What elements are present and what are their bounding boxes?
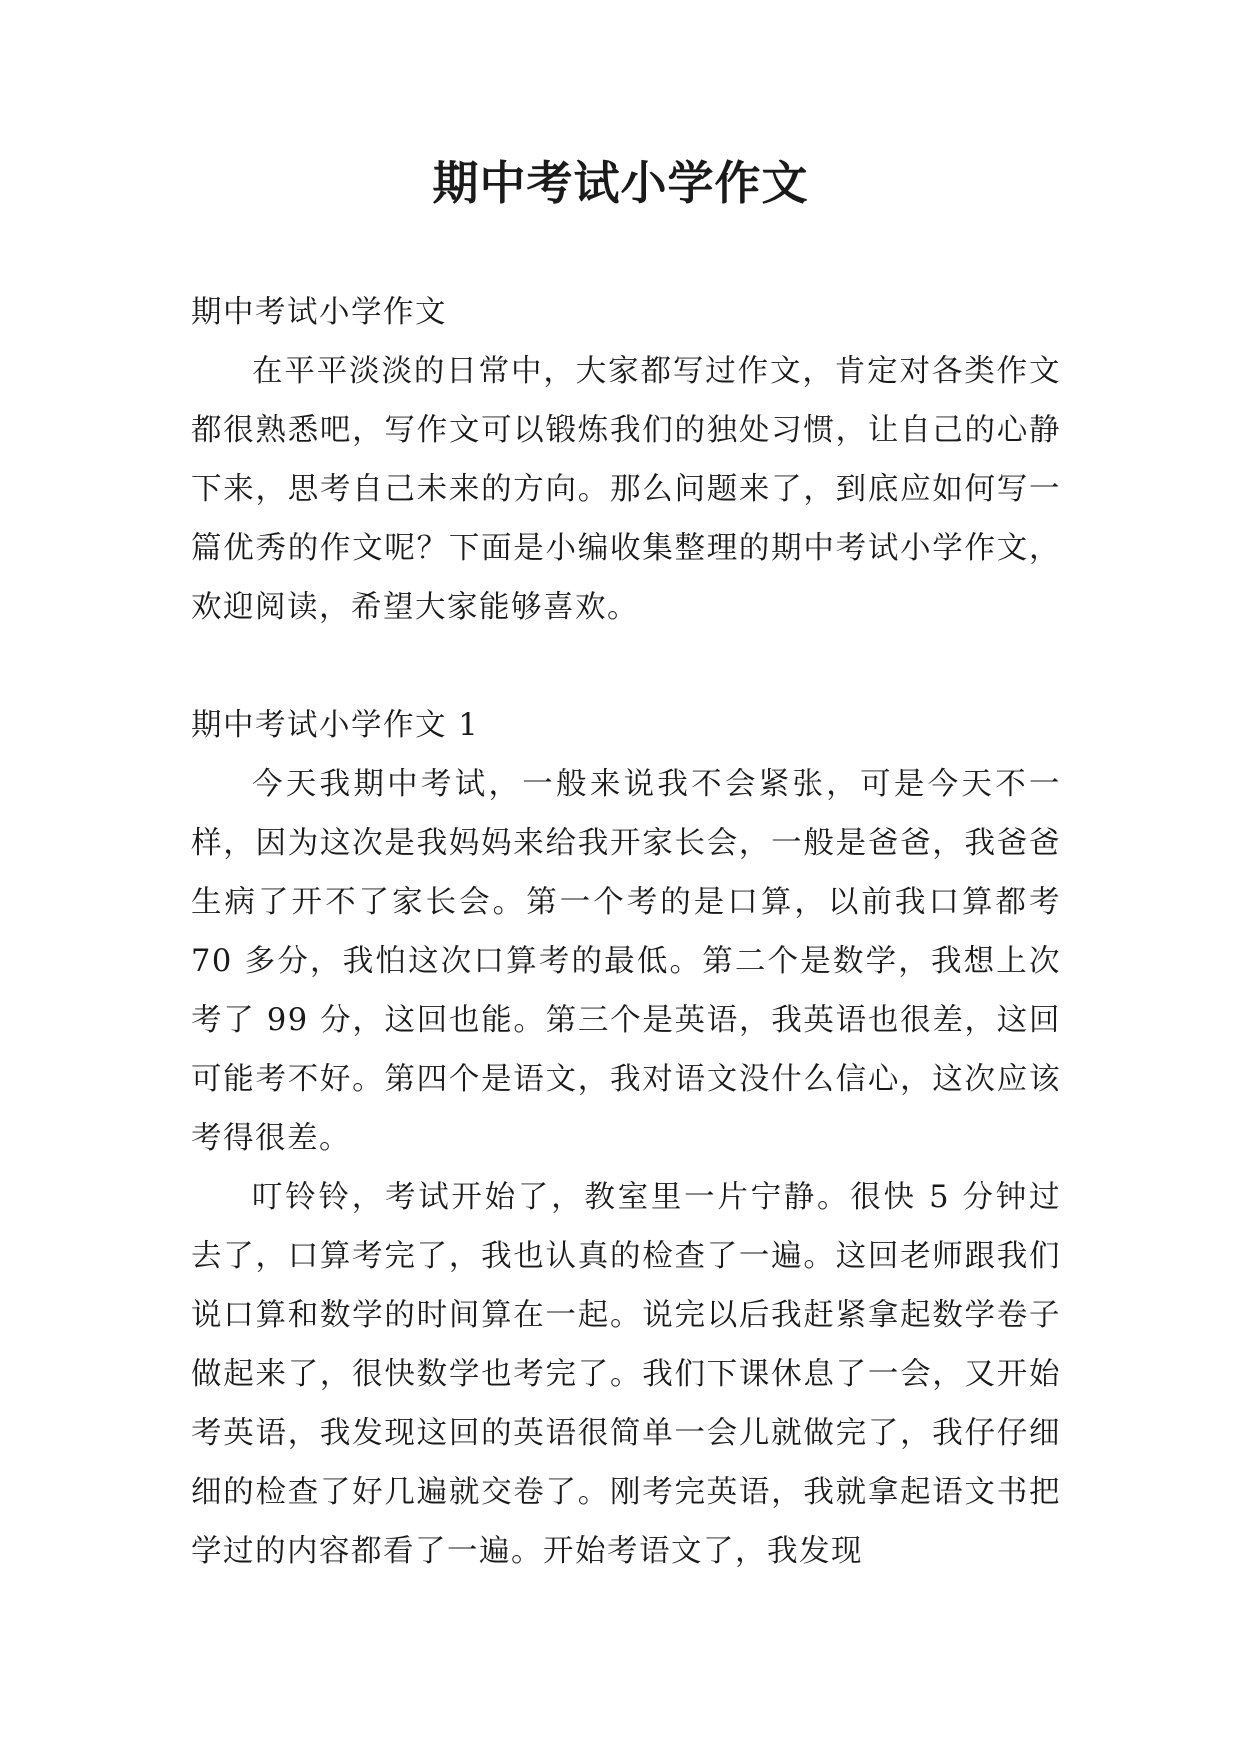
intro-heading: 期中考试小学作文 [191, 295, 447, 330]
document-title: 期中考试小学作文 [432, 156, 809, 210]
section-1-heading: 期中考试小学作文 1 [191, 708, 480, 743]
section-1-paragraph-2: 叮铃铃，考试开始了，教室里一片宁静。很快 5 分钟过去了，口算考完了，我也认真的检查了一遍。这回老师跟我们说口算和数学的时间算在一起。说完以后我赶紧拿起数学卷子做起来了，很快数学也考完了。我们下课休息了一会，又开始考英语，我发现这回的英语很简单一会儿就做完了，我仔仔细细的检查了好几遍就交卷了。刚考完英语，我就拿起语文书把学过的内容都看了一遍。开始考语文了，我发现 [191, 1180, 1061, 1569]
document-body [191, 283, 1061, 1581]
section-spacer [191, 637, 1061, 696]
intro-paragraph: 在平平淡淡的日常中，大家都写过作文，肯定对各类作文都很熟悉吧，写作文可以锻炼我们的独处习惯，让自己的心静下来，思考自己未来的方向。那么问题来了，到底应如何写一篇优秀的作文呢？下面是小编收集整理的期中考试小学作文，欢迎阅读，希望大家能够喜欢。 [191, 354, 1061, 625]
section-1-paragraph-1: 今天我期中考试，一般来说我不会紧张，可是今天不一样，因为这次是我妈妈来给我开家长会，一般是爸爸，我爸爸生病了开不了家长会。第一个考的是口算，以前我口算都考 70 多分，我怕这次口算考的最低。第二个是数学，我想上次考了 99 分，这回也能。第三个是英语，我英语也很差，这回可能考不好。第四个是语文，我对语文没什么信心，这次应该考得很差。 [191, 767, 1061, 1156]
